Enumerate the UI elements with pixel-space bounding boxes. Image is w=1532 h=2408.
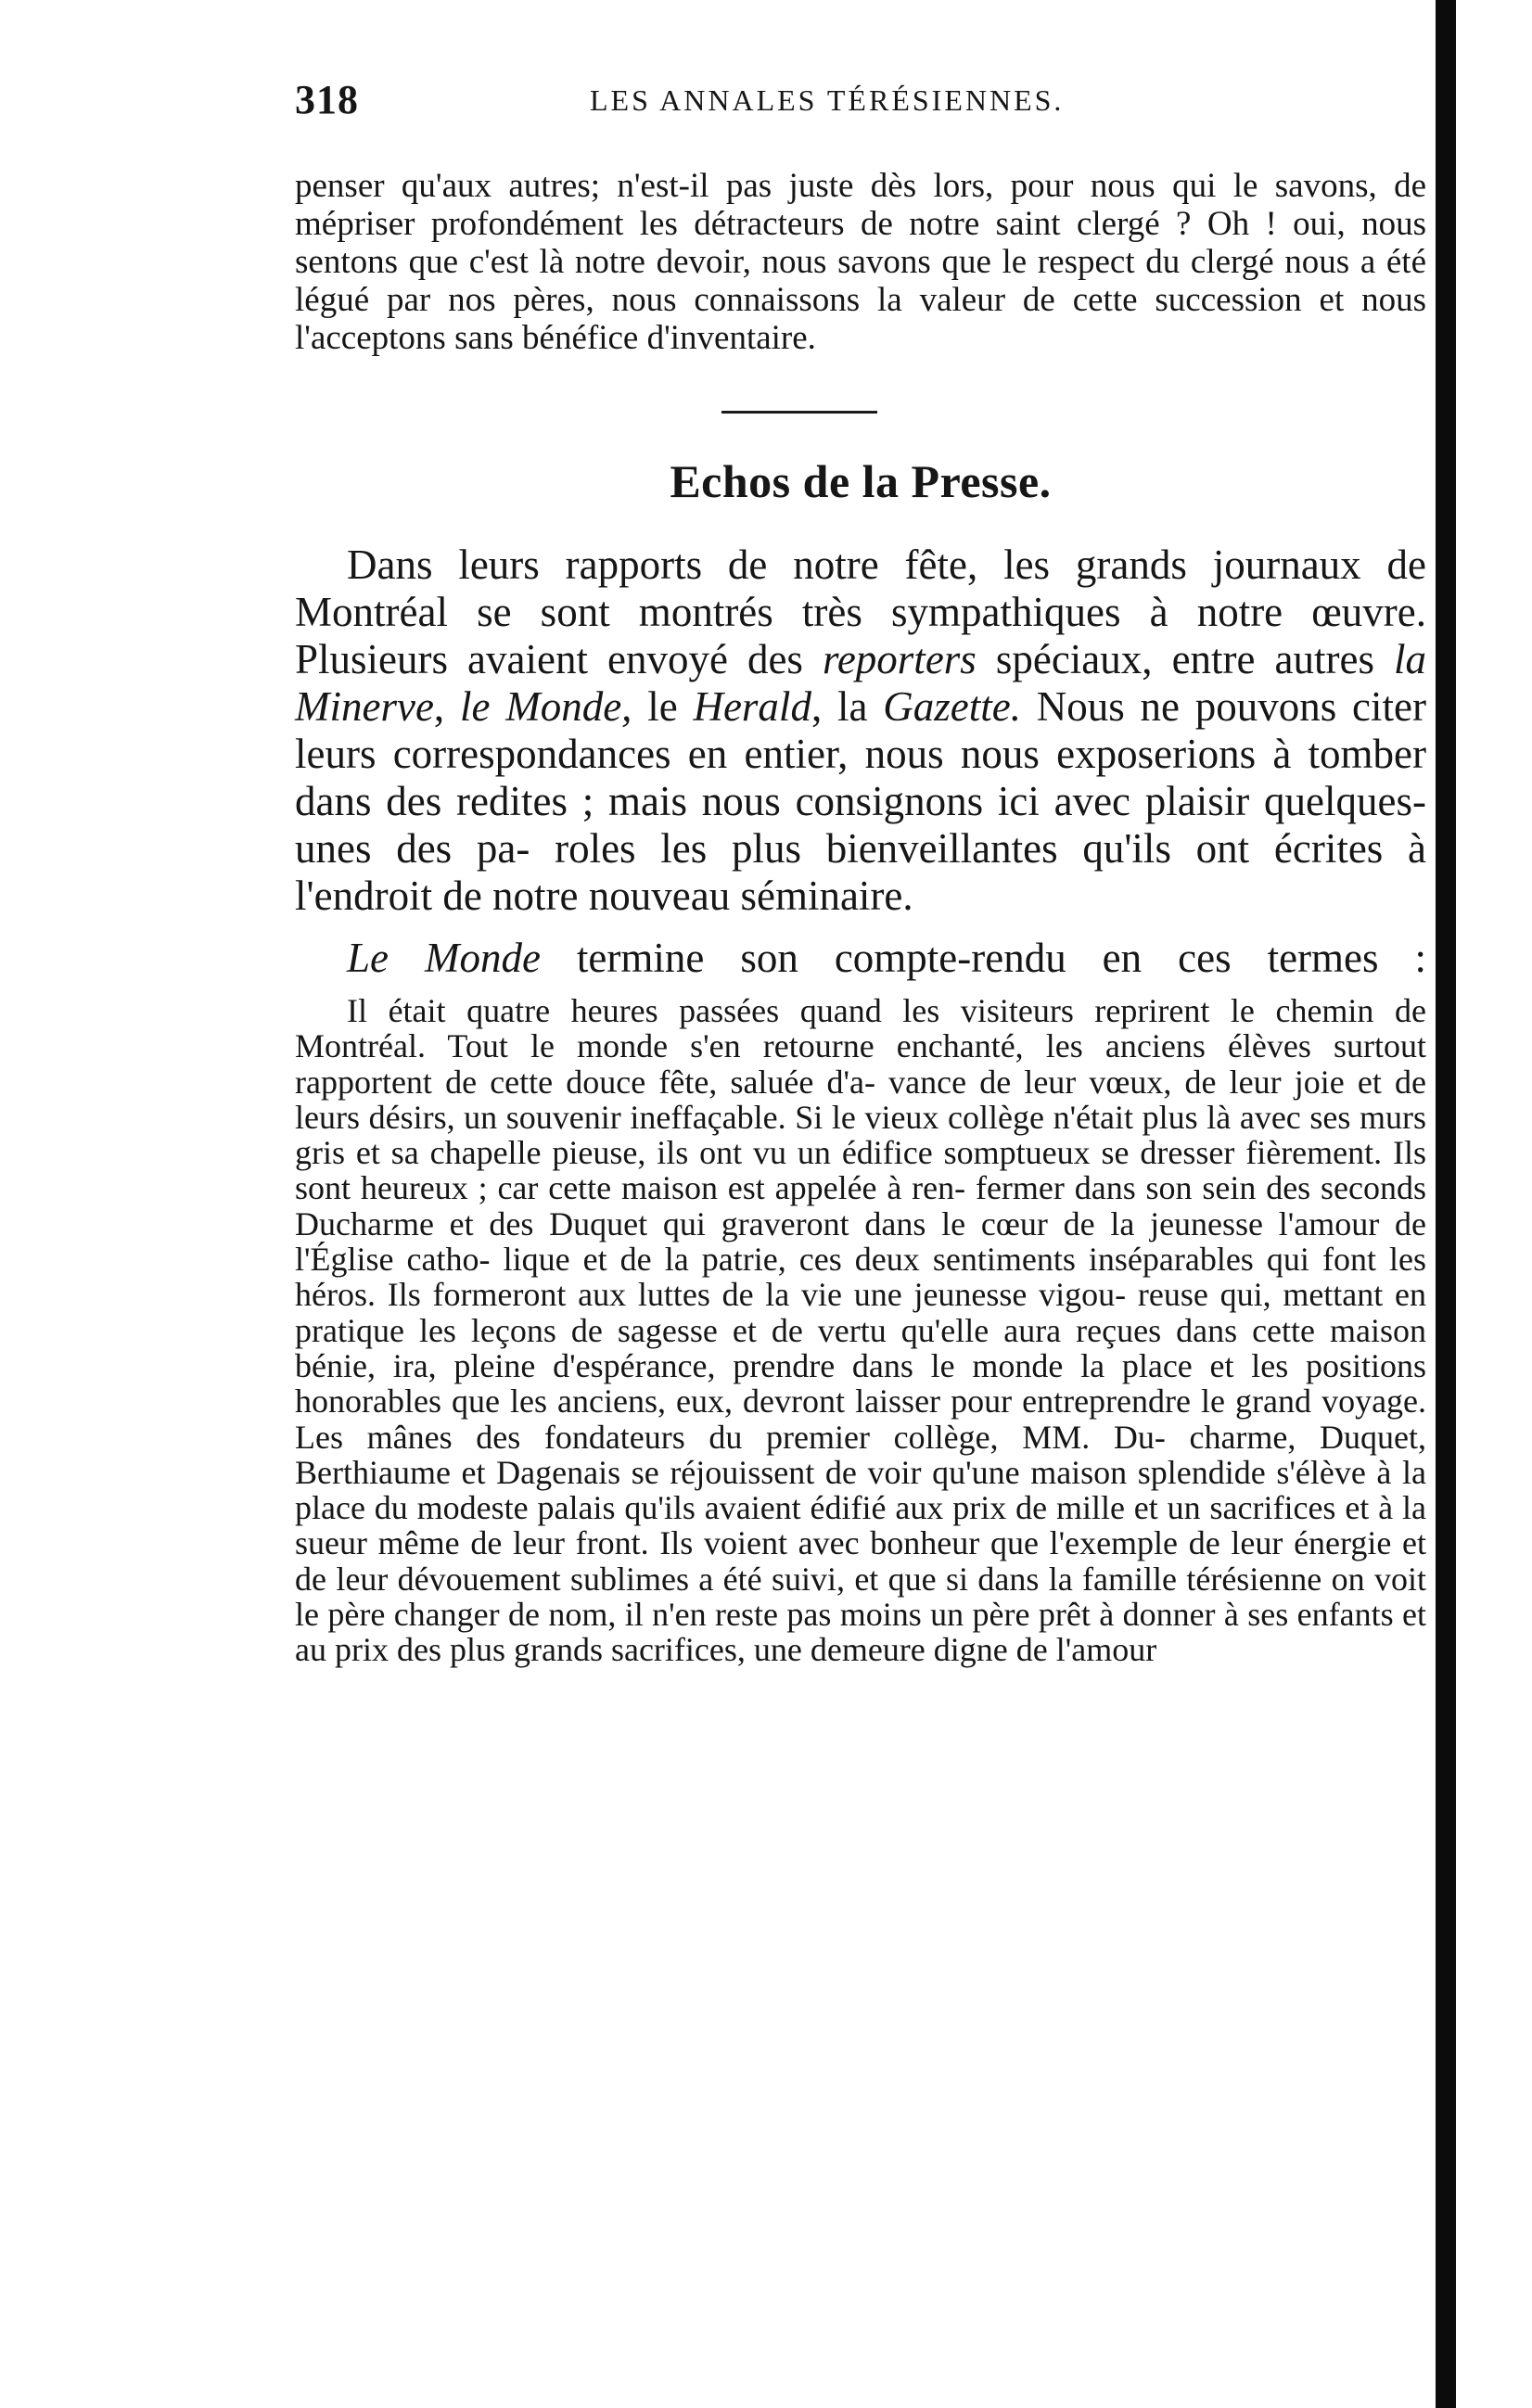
text-line: penser qu'aux autres; n'est-il pas juste dès lors, pour nous — [295, 167, 1155, 205]
text-line: devoir, nous savons que le respect du clergé nous a été légué — [295, 243, 1427, 319]
text-line: qu'une maison splendide s'élève à la place du modeste palais — [295, 1453, 1427, 1527]
text-line: sueur même de leur front. Ils voient avec bonheur que l'exemple — [295, 1524, 1179, 1562]
text-line: et sa chapelle pieuse, ils ont vu un édifice somptueux se dresser — [355, 1134, 1235, 1172]
quoted-article — [295, 993, 1426, 1668]
text-line: chemin de Montréal. Tout le monde s'en retourne enchanté, les — [295, 992, 1426, 1065]
page-number: 318 — [295, 77, 359, 122]
text-line: Nous ne pouvons citer leurs correspondances en entier, — [295, 683, 1426, 777]
text-line: reuse qui, mettant en pratique les leçons de sagesse et de vertu — [295, 1276, 1427, 1349]
text-fragment: le — [632, 683, 694, 730]
text-line: spéciaux, — [976, 636, 1153, 682]
text-line: par nos pères, nous connaissons la valeur de cette succession — [387, 281, 1302, 319]
newspaper-name: Gazette. — [883, 683, 1021, 730]
text-fragment: , la — [811, 683, 884, 730]
press-intro-paragraph — [295, 541, 1426, 920]
text-line: voyage. Les mânes des fondateurs du premier collège, MM. Du- — [295, 1382, 1427, 1456]
section-divider — [721, 411, 877, 414]
text-line: qui le savons, de mépriser profondément les détracteurs de — [295, 167, 1427, 243]
text-line: œuvre. Plusieurs avaient envoyé des — [295, 589, 1427, 682]
text-line: de notre nouveau séminaire. — [442, 873, 913, 919]
newspaper-name: Herald — [693, 683, 811, 730]
text-line: les anciens, eux, devront laisser pour entreprendre le grand — [510, 1382, 1312, 1421]
text-line: et nous l'acceptons sans bénéfice d'inventaire. — [295, 281, 1427, 357]
text-line: anciens élèves surtout rapportent de cette douce fête, saluée d'a- — [295, 1027, 1426, 1101]
text-fragment: , — [433, 683, 460, 730]
text-line: Il était quatre heures passées quand les visiteurs reprirent le — [347, 992, 1255, 1029]
text-line: les héros. Ils formeront aux luttes de la vie une jeunesse vigou- — [295, 1241, 1427, 1314]
text-line: que si dans la famille térésienne on voit le père changer de nom, — [295, 1560, 1426, 1634]
text-line: nous nous exposerions à tomber dans des redites ; mais — [295, 731, 1426, 824]
text-line: charme, Duquet, Berthiaume et Dagenais se réjouissent de voir — [295, 1418, 1427, 1491]
running-header — [295, 76, 1417, 132]
text-line: qu'ils avaient édifié aux prix de mille et un sacrifices et à la — [624, 1489, 1426, 1527]
text-line: Dans leurs rapports de notre fête, les grands journaux — [347, 541, 1361, 588]
text-line: lique et de la patrie, ces deux sentiments inséparables qui font — [503, 1241, 1376, 1279]
section-title: Echos de la Presse. — [670, 455, 1052, 507]
text-line: roles les plus bienveillantes qu'ils ont écrites à l'endroit — [295, 825, 1426, 919]
text-line: il n'en reste pas moins un père prêt à donner à ses enfants et au — [295, 1596, 1427, 1669]
newspaper-name: la Minerve — [295, 636, 1427, 730]
italic-term: reporters — [822, 636, 977, 682]
text-line: vance de leur vœux, de leur joie et de leurs désirs, un souvenir — [295, 1063, 1426, 1136]
text-line: prendre dans le monde la place et les positions honorables que — [295, 1346, 1427, 1421]
text-line: prix des plus grands sacrifices, une demeure digne de l'amour — [334, 1631, 1157, 1669]
newspaper-name: Le Monde — [347, 935, 541, 981]
binding-gutter-shadow — [1436, 0, 1456, 2408]
quote-intro — [295, 935, 1426, 982]
text-line: de Montréal se sont montrés très sympathiques à notre — [295, 541, 1427, 635]
running-title: LES ANNALES TÉRÉSIENNES. — [590, 83, 1065, 117]
main-column — [295, 167, 1426, 1668]
text-line: ineffaçable. Si le vieux collège n'était plus là avec ses murs gris — [295, 1098, 1426, 1172]
text-line: nous consignons ici avec plaisir quelques-unes des pa- — [295, 778, 1426, 872]
text-line: de leur énergie et de leur dévouement sublimes a été suivi, et — [295, 1524, 1427, 1598]
newspaper-name: le Monde, — [459, 683, 632, 730]
top-paragraph — [295, 167, 1426, 357]
text-line: entre autres — [1171, 636, 1394, 682]
text-line: fermer dans son sein des seconds Ducharme et des Duquet qui — [295, 1169, 1426, 1242]
text-fragment: termine son compte-rendu en ces termes : — [540, 935, 1426, 981]
text-line: qu'elle aura reçues dans cette maison bénie, ira, pleine d'espérance, — [295, 1311, 1426, 1384]
text-line: fièrement. Ils sont heureux ; car cette maison est appelée à ren- — [295, 1134, 1427, 1207]
text-line: notre saint clergé ? Oh ! oui, nous sentons que c'est là notre — [295, 205, 1426, 281]
text-line: graveront dans le cœur de la jeunesse l'amour de l'Église catho- — [295, 1204, 1426, 1279]
